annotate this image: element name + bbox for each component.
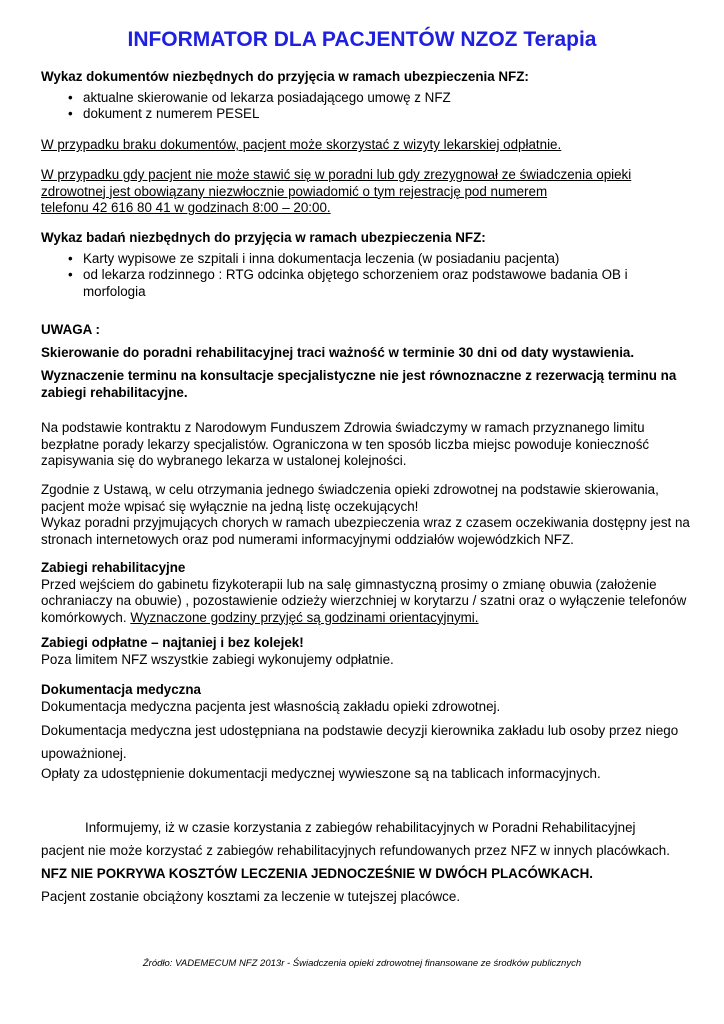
list-item: • od lekarza rodzinnego : RTG odcinka objętego schorzeniem oraz podstawowe badania OB i morfologia bbox=[41, 267, 641, 300]
cost-note: Pacjent zostanie obciążony kosztami za leczenie w tutejszej placówce. bbox=[41, 889, 461, 904]
medical-section bbox=[41, 682, 691, 715]
absence-line: zdrowotnej jest obowiązany niezwłocznie powiadomić o tym rejestrację pod numerem bbox=[41, 183, 548, 199]
medical-heading: Dokumentacja medyczna bbox=[41, 682, 202, 697]
medical-text-3: Opłaty za udostępnienie dokumentacji medycznej wywieszone są na tablicach informacyjnych. bbox=[41, 766, 601, 781]
list-item: • dokument z numerem PESEL bbox=[41, 106, 691, 123]
paid-heading: Zabiegi odpłatne – najtaniej i bez kolejek! bbox=[41, 635, 304, 650]
paid-section bbox=[41, 635, 691, 668]
inform-line-2: pacjent nie może korzystać z zabiegów rehabilitacyjnych refundowanych przez NFZ w innych placówkach. bbox=[41, 843, 670, 858]
contract-text: Na podstawie kontraktu z Narodowym Funduszem Zdrowia świadczymy w ramach przyznanego limitu bezpłatne porady lekarzy specjalistów. Ograniczona w ten sposób liczba miejsc powoduje konieczność zapisywania się do wybranego lekarza w ustalonej kolejności. bbox=[41, 420, 650, 468]
absence-note bbox=[41, 167, 691, 217]
list-item: • aktualne skierowanie od lekarza posiadającego umowę z NFZ bbox=[41, 90, 691, 107]
docs-section bbox=[41, 69, 691, 123]
exams-heading: Wykaz badań niezbędnych do przyjęcia w ramach ubezpieczenia NFZ: bbox=[41, 230, 486, 245]
page-title: INFORMATOR DLA PACJENTÓW NZOZ Terapia bbox=[127, 28, 597, 51]
absence-line: telefonu 42 616 80 41 w godzinach 8:00 – 20:00. bbox=[41, 200, 331, 215]
docs-heading: Wykaz dokumentów niezbędnych do przyjęcia w ramach ubezpieczenia NFZ: bbox=[41, 69, 529, 84]
exams-list bbox=[41, 251, 641, 301]
rehab-hours-note: Wyznaczone godziny przyjęć są godzinami orientacyjnymi. bbox=[130, 609, 479, 625]
no-docs-note: W przypadku braku dokumentów, pacjent może skorzystać z wizyty lekarskiej odpłatnie. bbox=[41, 137, 562, 152]
source-footer: Źródło: VADEMECUM NFZ 2013r - Świadczenia opieki zdrowotnej finansowane ze środków publicznych bbox=[142, 958, 582, 969]
warning-text-2: Wyznaczenie terminu na konsultacje specjalistyczne nie jest równoznaczne z rezerwacją terminu na zabiegi rehabilitacyjne. bbox=[41, 368, 677, 400]
warning-heading: UWAGA : bbox=[41, 322, 101, 337]
warning-text-1: Skierowanie do poradni rehabilitacyjnej traci ważność w terminie 30 dni od daty wystawienia. bbox=[41, 345, 635, 360]
medical-text-1: Dokumentacja medyczna pacjenta jest własnością zakładu opieki zdrowotnej. bbox=[41, 698, 501, 714]
law-section bbox=[41, 482, 691, 548]
paid-text: Poza limitem NFZ wszystkie zabiegi wykonujemy odpłatnie. bbox=[41, 651, 394, 667]
rehab-heading: Zabiegi rehabilitacyjne bbox=[41, 560, 186, 575]
docs-list bbox=[41, 90, 691, 123]
rehab-body: Przed wejściem do gabinetu fizykoterapii lub na salę gimnastyczną prosimy o zmianę obuwia (założenie ochraniaczy na obuwie) , pozostawienie odzieży wierzchniej w korytarzu / szatni oraz o wyłączenie telefonów komórkowych. bbox=[41, 576, 687, 625]
inform-line-1: Informujemy, iż w czasie korzystania z zabiegów rehabilitacyjnych w Poradni Rehabilitacyjnej bbox=[85, 820, 636, 835]
law-text-1: Zgodnie z Ustawą, w celu otrzymania jednego świadczenia opieki zdrowotnej na podstawie skierowania, pacjent może wpisać się wyłącznie na jedną listę oczekujących! bbox=[41, 482, 659, 514]
rehab-text bbox=[41, 577, 691, 627]
list-item: • Karty wypisowe ze szpitali i inna dokumentacja leczenia (w posiadaniu pacjenta) bbox=[41, 251, 641, 268]
law-text-2: Wykaz poradni przyjmujących chorych w ramach ubezpieczenia wraz z czasem oczekiwania dostępny jest na stronach internetowych oraz pod numerami informacyjnymi oddziałów wojewódzkich NFZ. bbox=[41, 515, 690, 547]
medical-text-2: Dokumentacja medyczna jest udostępniana na podstawie decyzji kierownika zakładu lub osoby przez niego upoważnionej. bbox=[41, 723, 679, 761]
rehab-section bbox=[41, 560, 691, 626]
nfz-warning: NFZ NIE POKRYWA KOSZTÓW LECZENIA JEDNOCZEŚNIE W DWÓCH PLACÓWKACH. bbox=[41, 866, 593, 881]
absence-line: W przypadku gdy pacjent nie może stawić się w poradni lub gdy zrezygnował ze świadczenia opieki bbox=[41, 167, 632, 182]
exams-section bbox=[41, 230, 691, 300]
